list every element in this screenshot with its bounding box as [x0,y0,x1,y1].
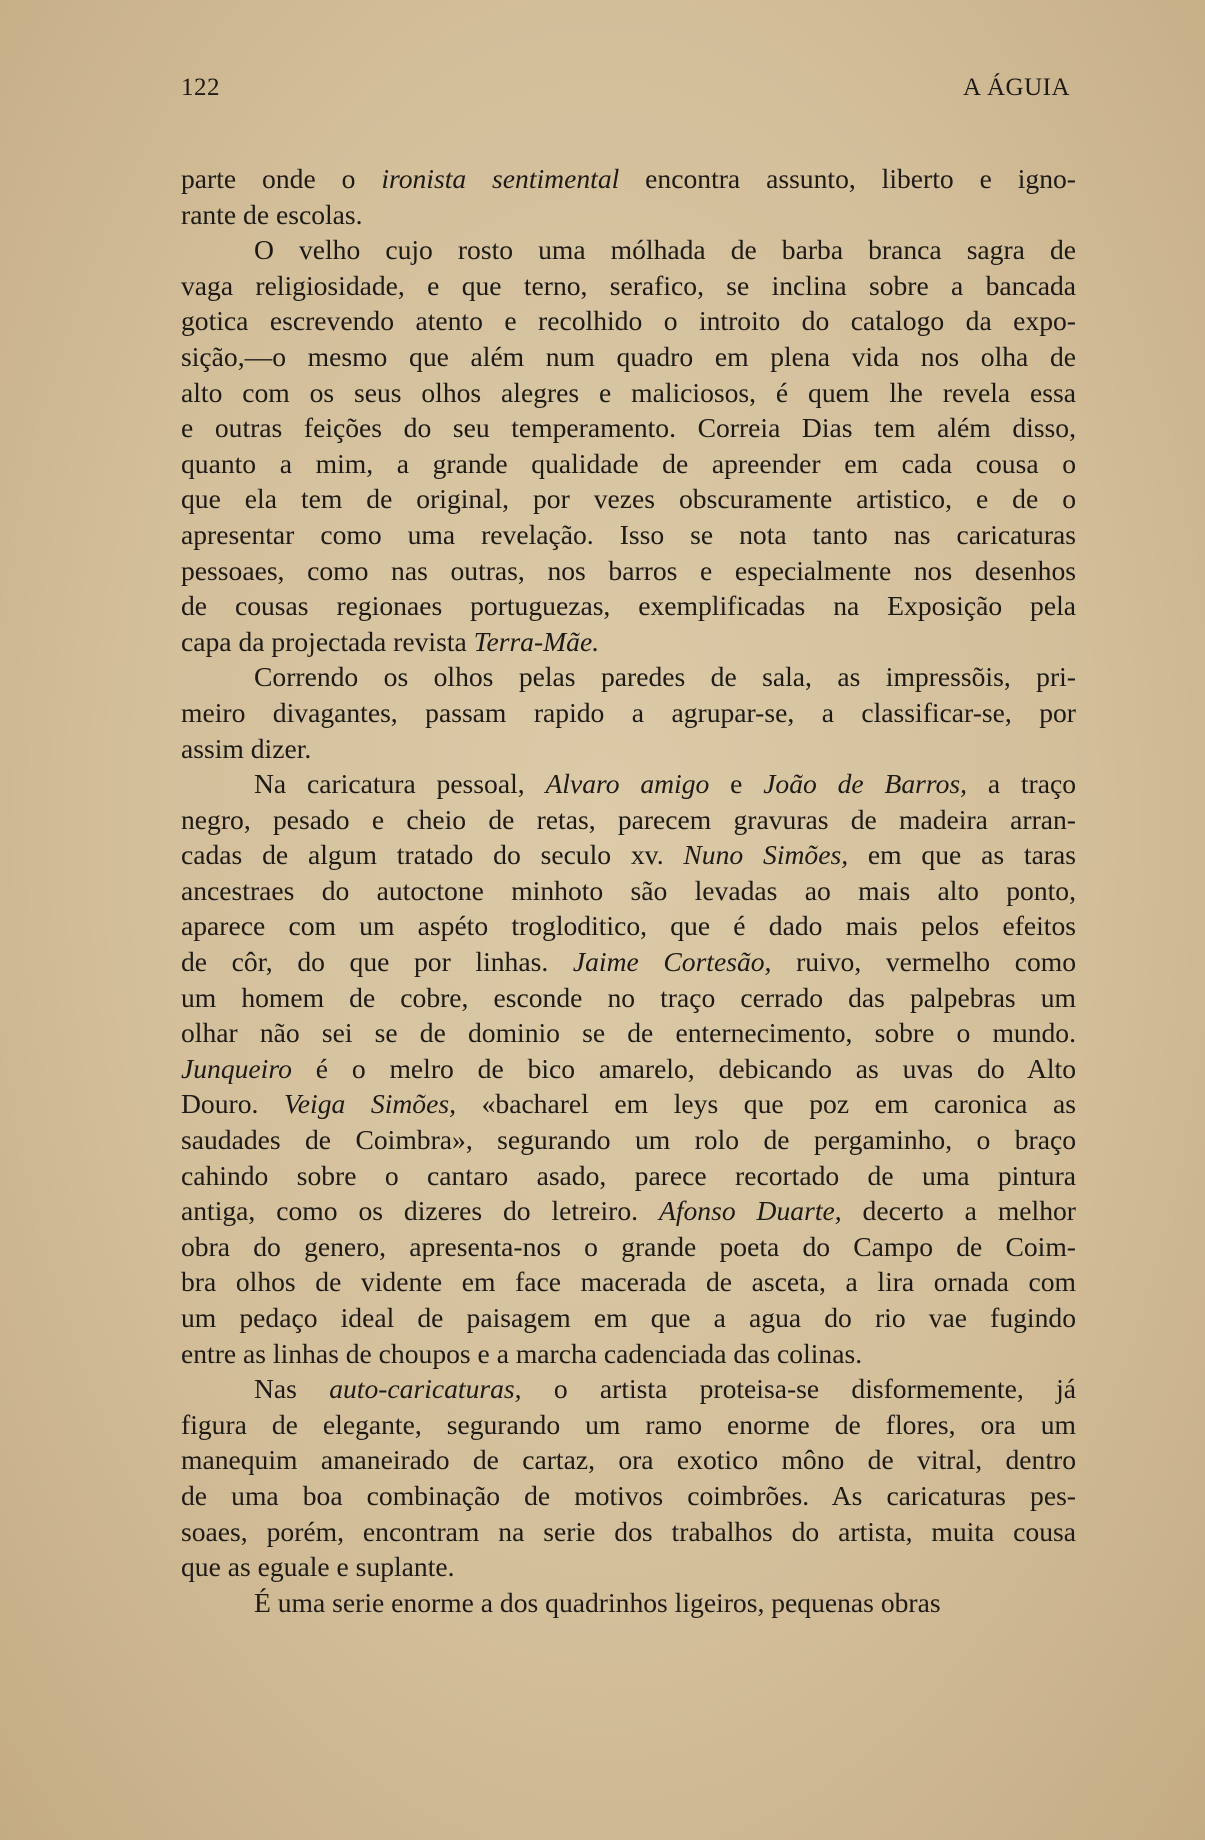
text-line [181,1549,1076,1585]
text-line [181,624,1076,660]
text-segment: «bacharel em leys que poz em caronica as [456,1088,1077,1120]
text-line [181,339,1076,375]
text-segment: e outras feições do seu temperamento. Correia Dias tem além disso, [181,412,1076,444]
body-text [181,161,1076,1620]
italic-text: Jaime Cortesão, [572,946,772,978]
text-segment: decerto a melhor [841,1195,1077,1227]
text-segment: de uma boa combinação de motivos coimbrões. As caricaturas pes- [181,1479,1076,1511]
text-segment: Douro. [181,1088,285,1120]
text-segment: assim dizer. [181,732,312,764]
text-segment: manequim amaneirado de cartaz, ora exotico môno de vitral, dentro [181,1444,1076,1476]
text-line [181,1264,1076,1300]
text-segment: saudades de Coimbra», segurando um rolo de pergaminho, o braço [181,1124,1076,1156]
text-line [181,837,1076,873]
text-segment: cadas de algum tratado do seculo xv. [181,839,684,871]
text-line [181,873,1076,909]
page-number: 122 [181,74,220,101]
text-line [181,1371,1076,1407]
text-segment: obra do genero, apresenta-nos o grande poeta do Campo de Coim- [181,1230,1076,1262]
text-segment: Na caricatura pessoal, [254,768,546,800]
text-segment: aparece com um aspéto trogloditico, que é dado mais pelos efeitos [181,910,1076,942]
italic-text: Junqueiro [181,1052,292,1084]
text-line [181,1051,1076,1087]
text-segment: a traço [967,768,1077,800]
text-line [181,1514,1076,1550]
text-segment: em que as taras [848,839,1076,871]
text-line [181,1478,1076,1514]
text-segment: olhar não sei se de dominio se de enternecimento, sobre o mundo. [181,1017,1076,1049]
text-segment: que as eguale e suplante. [181,1551,455,1583]
page-header [181,74,1070,102]
italic-text: João de Barros, [763,768,968,800]
text-segment: ancestraes do autoctone minhoto são levadas ao mais alto ponto, [181,874,1076,906]
text-segment: ruivo, vermelho como [771,946,1076,978]
text-segment: quanto a mim, a grande qualidade de apreender em cada cousa o [181,447,1076,479]
text-line [181,588,1076,624]
text-segment: Nas [254,1373,330,1405]
text-line [181,161,1076,197]
text-segment: O velho cujo rosto uma mólhada de barba branca sagra de [254,234,1076,266]
text-line [181,695,1076,731]
text-line [181,268,1076,304]
text-line [181,766,1076,802]
text-line [181,553,1076,589]
text-line [181,1122,1076,1158]
text-line [181,303,1076,339]
text-segment: É uma serie enorme a dos quadrinhos ligeiros, pequenas obras [254,1586,941,1618]
text-segment: e [709,768,764,800]
text-segment: figura de elegante, segurando um ramo enorme de flores, ora um [181,1408,1076,1440]
text-segment: negro, pesado e cheio de retas, parecem gravuras de madeira arran- [181,803,1076,835]
text-segment: parte onde o [181,163,382,194]
text-segment: de côr, do que por linhas. [181,946,573,978]
text-line [181,517,1076,553]
text-line [181,980,1076,1016]
text-segment: encontra assunto, liberto e igno- [619,163,1076,194]
text-segment: bra olhos de vidente em face macerada de asceta, a lira ornada com [181,1266,1076,1298]
text-segment: vaga religiosidade, e que terno, serafico, se inclina sobre a bancada [181,269,1076,301]
text-line [181,731,1076,767]
text-segment: de cousas regionaes portuguezas, exemplificadas na Exposição pela [181,590,1076,622]
text-line [181,481,1076,517]
text-line [181,908,1076,944]
text-segment: que ela tem de original, por vezes obscuramente artistico, e de o [181,483,1076,515]
text-line [181,410,1076,446]
text-segment: é o melro de bico amarelo, debicando as uvas do Alto [291,1052,1076,1084]
text-line [181,1585,1076,1621]
text-segment: Correndo os olhos pelas paredes de sala, as impressõis, pri- [254,661,1076,693]
italic-text: Veiga Simões, [284,1088,456,1120]
text-line [181,375,1076,411]
italic-text: Terra-Mãe. [473,625,600,657]
text-segment: antiga, como os dizeres do letreiro. [181,1195,659,1227]
text-segment: o artista proteisa-se disformemente, já [521,1373,1076,1405]
text-segment: rante de escolas. [181,198,363,230]
text-line [181,446,1076,482]
text-line [181,1015,1076,1051]
italic-text: Alvaro amigo [545,768,710,800]
text-segment: soaes, porém, encontram na serie dos trabalhos do artista, muita cousa [181,1515,1076,1547]
text-line [181,944,1076,980]
text-line [181,232,1076,268]
text-segment: um pedaço ideal de paisagem em que a agua do rio vae fugindo [181,1302,1076,1333]
text-segment: apresentar como uma revelação. Isso se nota tanto nas caricaturas [181,518,1076,550]
text-line [181,1442,1076,1478]
text-line [181,1193,1076,1229]
italic-text: auto-caricaturas, [329,1373,522,1405]
text-line [181,1407,1076,1443]
text-segment: capa da projectada revista [181,625,474,657]
italic-text: Afonso Duarte, [658,1195,842,1227]
text-line [181,197,1076,233]
text-line [181,1336,1076,1372]
running-title: A ÁGUIA [963,74,1070,101]
text-segment: alto com os seus olhos alegres e maliciosos, é quem lhe revela essa [181,376,1076,408]
italic-text: Nuno Simões, [683,839,849,871]
text-segment: entre as linhas de choupos e a marcha cadenciada das colinas. [181,1337,863,1369]
text-segment: um homem de cobre, esconde no traço cerrado das palpebras um [181,981,1076,1013]
text-segment: gotica escrevendo atento e recolhido o introito do catalogo da expo- [181,305,1076,337]
text-line [181,1158,1076,1194]
text-line [181,1229,1076,1265]
text-line [181,659,1076,695]
text-line [181,1300,1076,1336]
italic-text: ironista sentimental [381,163,620,194]
text-line [181,1086,1076,1122]
text-segment: pessoaes, como nas outras, nos barros e especialmente nos desenhos [181,554,1076,586]
text-segment: sição,—o mesmo que além num quadro em plena vida nos olha de [181,340,1076,372]
text-segment: meiro divagantes, passam rapido a agrupar-se, a classificar-se, por [181,696,1076,728]
text-segment: cahindo sobre o cantaro asado, parece recortado de uma pintura [181,1159,1076,1191]
text-line [181,802,1076,838]
